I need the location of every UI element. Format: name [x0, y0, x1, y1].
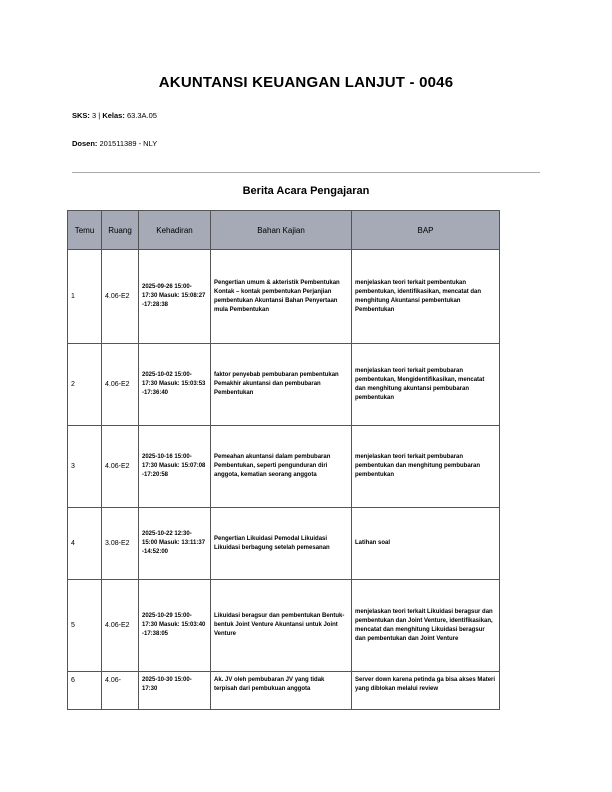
cell-bap: menjelaskan teori terkait pembentukan pembentukan, identifikasikan, mencatat dan menghitung Akuntansi pembentukan Pembentukan	[352, 250, 500, 344]
cell-ruang: 4.06-	[102, 672, 139, 710]
dosen-line	[72, 139, 157, 148]
dosen-label: Dosen:	[72, 139, 98, 148]
cell-bahan-kajian: Pemeahan akuntansi dalam pembubaran Pembentukan, seperti pengunduran diri anggota, kematian seorang anggota	[211, 426, 352, 508]
kelas-value: 63.3A.05	[126, 111, 157, 120]
cell-bap: menjelaskan teori terkait Likuidasi beragsur dan pembentukan dan Joint Venture, identifikasikan, mencatat dan menghitung Likuidasi beragsur dan pembentukan dan Joint Venture	[352, 580, 500, 672]
table-row	[68, 344, 500, 426]
cell-ruang: 4.06-E2	[102, 426, 139, 508]
cell-bahan-kajian: faktor penyebab pembubaran pembentukan Pemakhir akuntansi dan pembubaran Pembentukan	[211, 344, 352, 426]
cell-ruang: 4.06-E2	[102, 250, 139, 344]
sks-label: SKS:	[72, 111, 90, 120]
course-title: AKUNTANSI KEUANGAN LANJUT - 0046	[158, 74, 454, 91]
cell-temu: 6	[68, 672, 102, 710]
cell-kehadiran: 2025-10-02 15:00-17:30 Masuk: 15:03:53 -17:36:40	[139, 344, 211, 426]
cell-temu: 2	[68, 344, 102, 426]
table-row	[68, 508, 500, 580]
cell-ruang: 4.06-E2	[102, 344, 139, 426]
col-header-kehadiran: Kehadiran	[139, 211, 211, 250]
cell-bahan-kajian: Pengertian umum & akteristik Pembentukan Kontak – kontak pembentukan Perjanjian pembentukan Akuntansi Bahan Penyertaan mula Pembentukan	[211, 250, 352, 344]
cell-ruang: 4.06-E2	[102, 580, 139, 672]
bap-table	[67, 210, 500, 710]
cell-kehadiran: 2025-10-29 15:00-17:30 Masuk: 15:03:40 -17:38:05	[139, 580, 211, 672]
cell-temu: 5	[68, 580, 102, 672]
cell-ruang: 3.08-E2	[102, 508, 139, 580]
cell-bap: Server down karena petinda ga bisa akses Materi yang diblokan melalui review	[352, 672, 500, 710]
table-row	[68, 250, 500, 344]
table-row	[68, 672, 500, 710]
cell-temu: 3	[68, 426, 102, 508]
kelas-label: Kelas:	[102, 111, 125, 120]
cell-bap: menjelaskan teori terkait pembubaran pembentukan, Mengidentifikasikan, mencatat dan menghitung akuntansi pembubaran pembentukan	[352, 344, 500, 426]
table-header-row	[68, 211, 500, 250]
section-title: Berita Acara Pengajaran	[242, 185, 370, 197]
cell-bap: menjelaskan teori terkait pembubaran pembentukan dan menghitung pembubaran pembentukan	[352, 426, 500, 508]
col-header-bap: BAP	[352, 211, 500, 250]
cell-bahan-kajian: Likuidasi beragsur dan pembentukan Bentuk-bentuk Joint Venture Akuntansi untuk Joint Venture	[211, 580, 352, 672]
dosen-value: 201511389 - NLY	[99, 139, 158, 148]
sks-value: 3	[92, 111, 97, 120]
col-header-ruang: Ruang	[102, 211, 139, 250]
cell-bahan-kajian: Pengertian Likuidasi Pemodal Likuidasi Likuidasi berbagung setelah pemesanan	[211, 508, 352, 580]
cell-temu: 4	[68, 508, 102, 580]
cell-kehadiran: 2025-10-22 12:30-15:00 Masuk: 13:11:37 -14:52:00	[139, 508, 211, 580]
cell-kehadiran: 2025-10-16 15:00-17:30 Masuk: 15:07:08 -17:20:58	[139, 426, 211, 508]
cell-temu: 1	[68, 250, 102, 344]
cell-kehadiran: 2025-10-30 15:00-17:30	[139, 672, 211, 710]
table-row	[68, 580, 500, 672]
col-header-temu: Temu	[68, 211, 102, 250]
table-row	[68, 426, 500, 508]
col-header-bahan-kajian: Bahan Kajian	[211, 211, 352, 250]
section-divider	[72, 172, 540, 173]
course-meta-line	[72, 111, 157, 120]
meta-separator: |	[98, 111, 101, 120]
cell-bahan-kajian: Ak. JV oleh pembubaran JV yang tidak terpisah dari pembukuan anggota	[211, 672, 352, 710]
cell-kehadiran: 2025-09-26 15:00-17:30 Masuk: 15:08:27 -17:28:38	[139, 250, 211, 344]
cell-bap: Latihan soal	[352, 508, 500, 580]
